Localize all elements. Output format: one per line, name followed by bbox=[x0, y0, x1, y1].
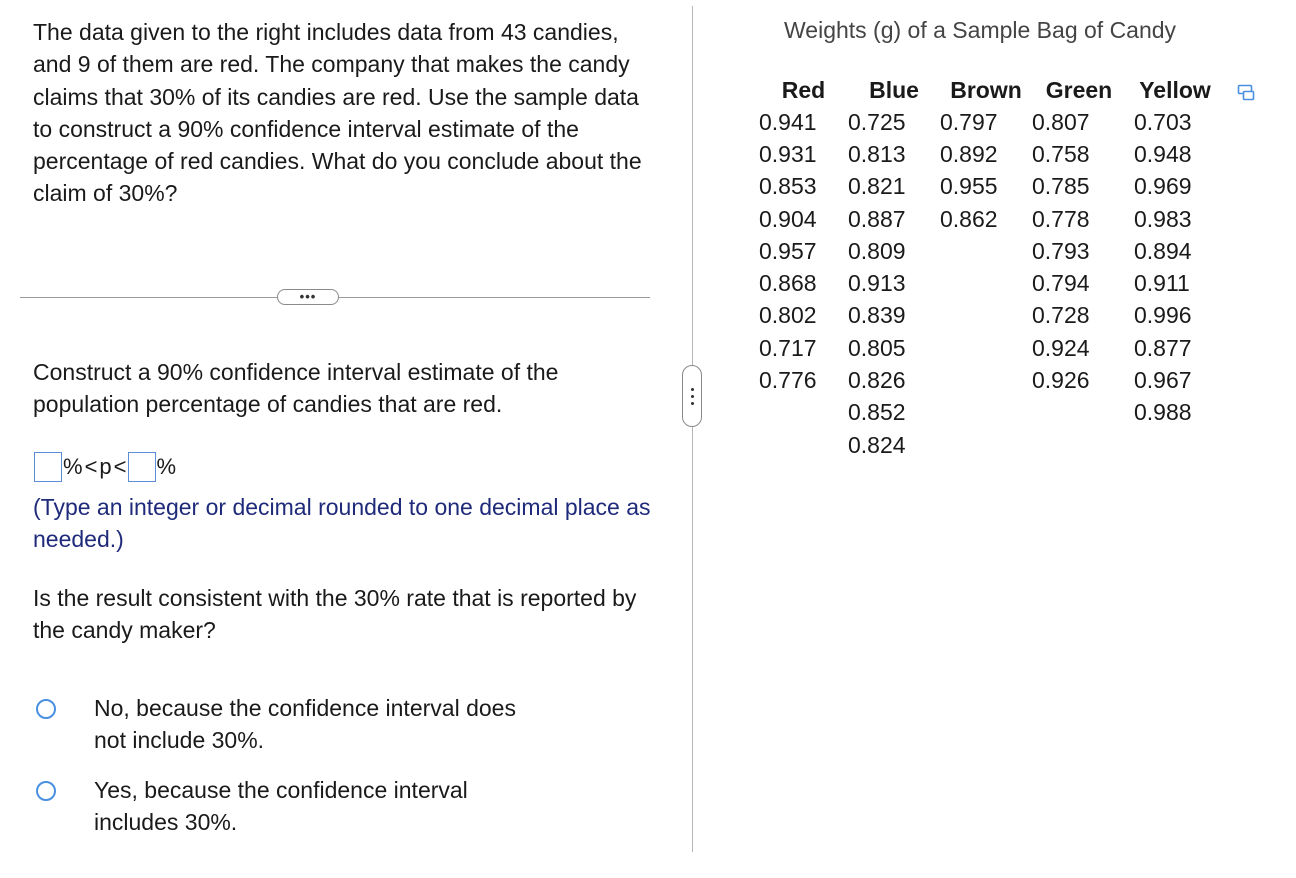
table-cell-brown bbox=[940, 235, 1032, 267]
table-row bbox=[759, 267, 1224, 299]
table-cell-green: 0.924 bbox=[1032, 334, 1090, 361]
table-row bbox=[759, 429, 1224, 461]
table-cell-green: 0.793 bbox=[1032, 237, 1090, 264]
upper-percent-sign: % bbox=[156, 454, 177, 479]
table-cell-yellow: 0.967 bbox=[1134, 367, 1192, 394]
table-cell-red: 0.904 bbox=[759, 205, 817, 232]
table-cell-green: 0.794 bbox=[1032, 270, 1090, 297]
vertical-ellipsis-icon bbox=[691, 388, 694, 391]
table-cell-red bbox=[759, 397, 848, 429]
table-cell-blue: 0.805 bbox=[848, 334, 906, 361]
table-cell-brown bbox=[940, 332, 1032, 364]
candy-weights-table bbox=[759, 74, 1224, 461]
table-cell-green: 0.807 bbox=[1032, 108, 1090, 135]
column-header-green: Green bbox=[1045, 76, 1113, 103]
table-cell-blue: 0.852 bbox=[848, 399, 906, 426]
table-row bbox=[759, 300, 1224, 332]
radio-no[interactable] bbox=[36, 699, 56, 719]
table-cell-yellow bbox=[1126, 429, 1224, 461]
table-cell-green bbox=[1032, 429, 1126, 461]
table-cell-red: 0.853 bbox=[759, 173, 817, 200]
table-cell-blue: 0.913 bbox=[848, 270, 906, 297]
table-cell-yellow: 0.894 bbox=[1134, 237, 1192, 264]
construct-interval-prompt: Construct a 90% confidence interval estimate of the population percentage of candies that are red. bbox=[33, 359, 559, 418]
table-cell-red: 0.931 bbox=[759, 140, 817, 167]
proportion-variable: p bbox=[99, 454, 112, 479]
table-cell-yellow: 0.996 bbox=[1134, 302, 1192, 329]
column-header-red: Red bbox=[781, 76, 826, 103]
table-cell-blue: 0.839 bbox=[848, 302, 906, 329]
pane-resize-handle[interactable] bbox=[682, 365, 702, 427]
table-cell-red: 0.868 bbox=[759, 270, 817, 297]
table-cell-brown bbox=[940, 364, 1032, 396]
table-cell-blue: 0.725 bbox=[848, 108, 906, 135]
question-text: The data given to the right includes data from 43 candies, and 9 of them are red. The company that makes the candy claims that 30% of its candies are red. Use the sample data to construct a 90% confidence interval estimate of the percentage of red candies. What do you conclude about the claim of 30%? bbox=[33, 19, 642, 207]
pane-divider bbox=[692, 6, 693, 852]
table-row bbox=[759, 364, 1224, 396]
lower-percent-sign: % bbox=[63, 454, 83, 479]
option-yes-label: Yes, because the confidence interval includes 30%. bbox=[94, 777, 468, 836]
vertical-ellipsis-dot bbox=[691, 395, 694, 398]
option-no-label: No, because the confidence interval does not include 30%. bbox=[94, 695, 516, 754]
table-cell-green: 0.778 bbox=[1032, 205, 1090, 232]
table-cell-yellow: 0.948 bbox=[1134, 140, 1192, 167]
table-cell-green: 0.926 bbox=[1032, 367, 1090, 394]
table-cell-brown: 0.797 bbox=[940, 108, 998, 135]
show-more-button[interactable]: ••• bbox=[277, 289, 339, 305]
radio-yes[interactable] bbox=[36, 781, 56, 801]
table-row bbox=[759, 397, 1224, 429]
column-header-yellow: Yellow bbox=[1139, 76, 1211, 103]
vertical-ellipsis-dot bbox=[691, 402, 694, 405]
table-cell-yellow: 0.969 bbox=[1134, 173, 1192, 200]
table-header-row bbox=[759, 74, 1224, 106]
upper-bound-input[interactable] bbox=[128, 452, 156, 482]
table-row bbox=[759, 106, 1224, 138]
table-cell-red: 0.776 bbox=[759, 367, 817, 394]
table-cell-red: 0.802 bbox=[759, 302, 817, 329]
table-cell-brown bbox=[940, 397, 1032, 429]
table-cell-red: 0.717 bbox=[759, 334, 817, 361]
option-yes[interactable] bbox=[36, 778, 534, 839]
table-cell-red bbox=[759, 429, 848, 461]
table-cell-brown bbox=[940, 267, 1032, 299]
table-cell-brown: 0.955 bbox=[940, 173, 998, 200]
table-cell-yellow: 0.877 bbox=[1134, 334, 1192, 361]
less-than-sign-1: < bbox=[84, 454, 98, 479]
table-cell-yellow: 0.983 bbox=[1134, 205, 1192, 232]
table-row bbox=[759, 171, 1224, 203]
table-cell-red: 0.941 bbox=[759, 108, 817, 135]
table-row bbox=[759, 235, 1224, 267]
column-header-blue: Blue bbox=[869, 76, 919, 103]
option-no[interactable] bbox=[36, 696, 534, 757]
consistency-question: Is the result consistent with the 30% rate that is reported by the candy maker? bbox=[33, 585, 637, 644]
table-cell-green: 0.785 bbox=[1032, 173, 1090, 200]
table-cell-blue: 0.887 bbox=[848, 205, 906, 232]
less-than-sign-2: < bbox=[113, 454, 127, 479]
table-cell-blue: 0.813 bbox=[848, 140, 906, 167]
table-cell-brown bbox=[940, 300, 1032, 332]
rounding-hint: (Type an integer or decimal rounded to one decimal place as needed.) bbox=[33, 494, 651, 553]
table-cell-brown: 0.892 bbox=[940, 140, 998, 167]
table-cell-yellow: 0.988 bbox=[1134, 399, 1192, 426]
table-cell-yellow: 0.911 bbox=[1134, 270, 1190, 297]
table-body bbox=[759, 106, 1224, 461]
table-cell-blue: 0.821 bbox=[848, 173, 906, 200]
copy-icon[interactable] bbox=[1237, 83, 1257, 103]
table-row bbox=[759, 138, 1224, 170]
table-cell-green: 0.728 bbox=[1032, 302, 1090, 329]
table-row bbox=[759, 203, 1224, 235]
table-cell-brown bbox=[940, 429, 1032, 461]
table-cell-blue: 0.824 bbox=[848, 431, 906, 458]
table-row bbox=[759, 332, 1224, 364]
table-cell-blue: 0.826 bbox=[848, 367, 906, 394]
lower-bound-input[interactable] bbox=[34, 452, 62, 482]
table-cell-green bbox=[1032, 397, 1126, 429]
table-title: Weights (g) of a Sample Bag of Candy bbox=[784, 17, 1177, 43]
table-cell-red: 0.957 bbox=[759, 237, 817, 264]
table-cell-yellow: 0.703 bbox=[1134, 108, 1192, 135]
column-header-brown: Brown bbox=[950, 76, 1022, 103]
table-cell-blue: 0.809 bbox=[848, 237, 906, 264]
table-cell-green: 0.758 bbox=[1032, 140, 1090, 167]
confidence-interval-answer bbox=[34, 451, 177, 483]
table-cell-brown: 0.862 bbox=[940, 205, 998, 232]
